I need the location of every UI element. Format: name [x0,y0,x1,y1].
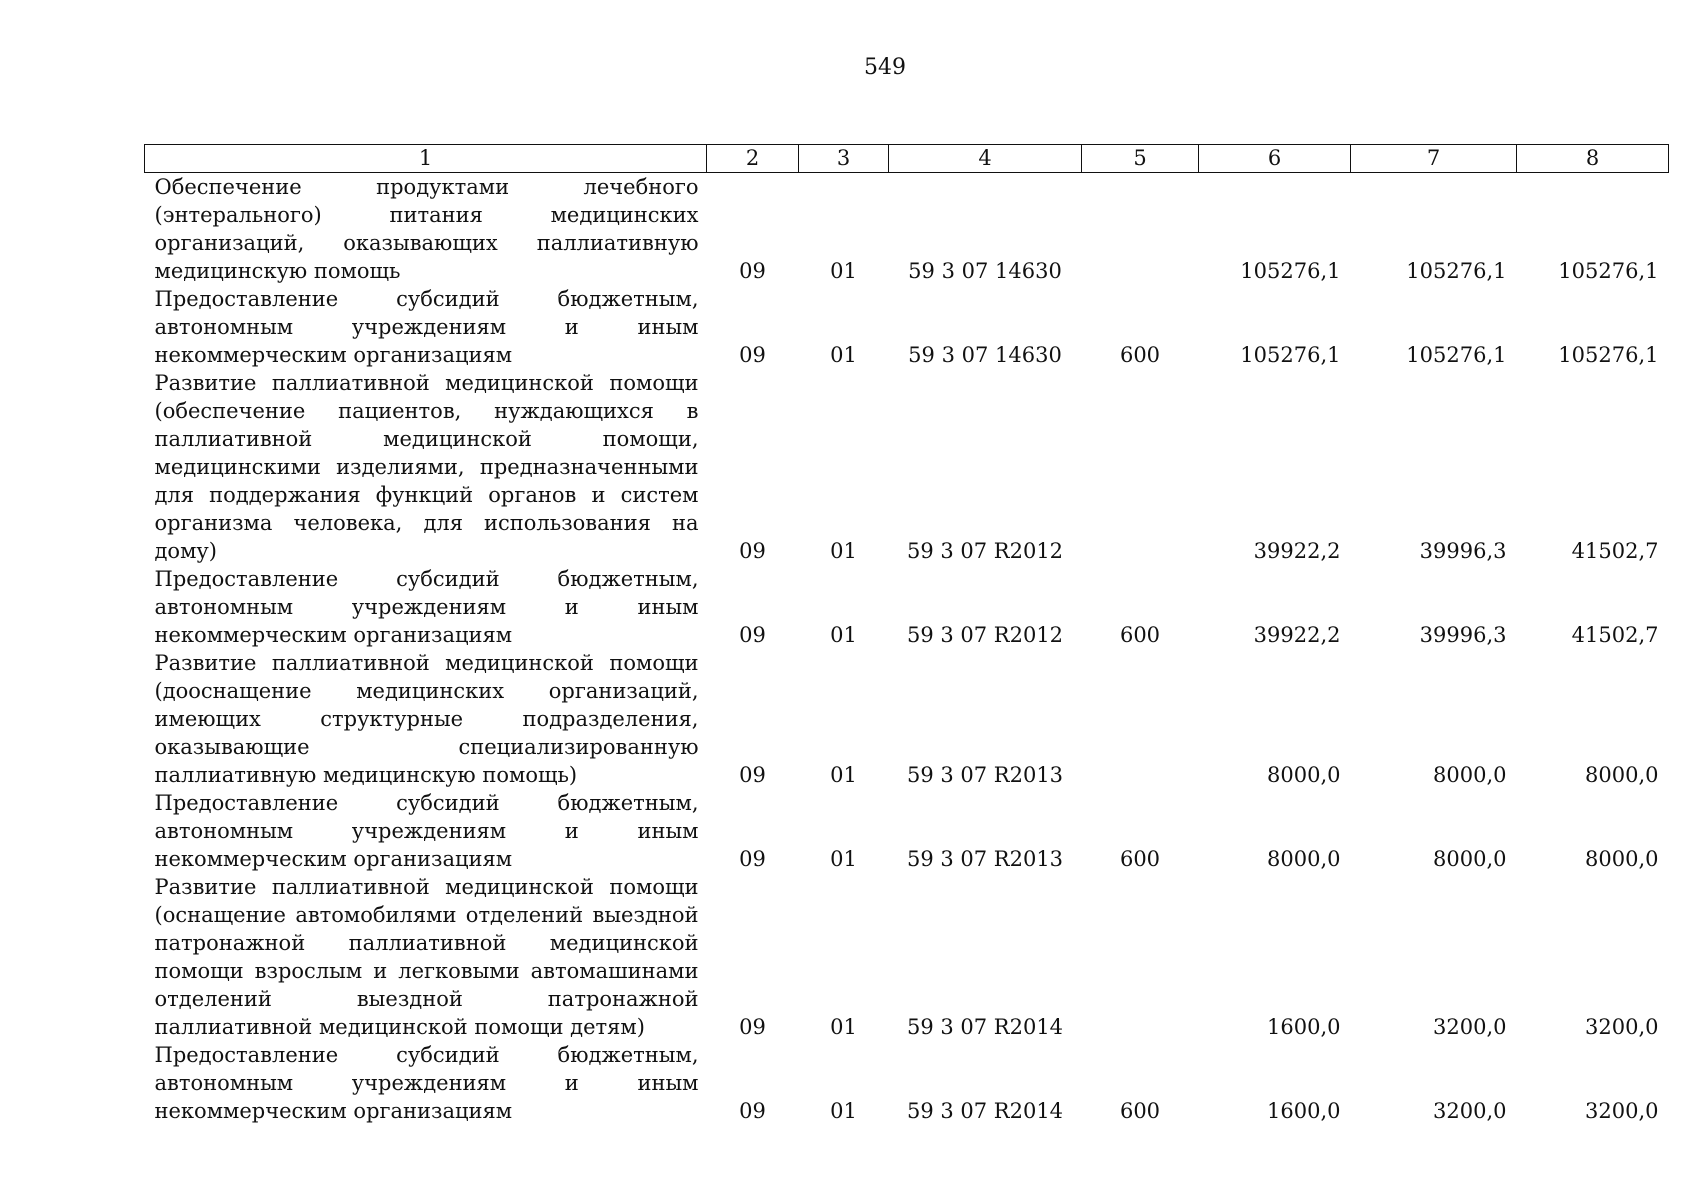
row-target-article: 59 3 07 14630 [908,259,1062,283]
row-section-code: 09 [739,763,766,787]
row-description: Обеспечение продуктами лечебного (энтерального) питания медицинских организаций, оказывающих паллиативную медицинскую помощь [154,175,699,283]
table-row [145,873,1669,1041]
row-amount-col7: 39996,3 [1419,539,1507,563]
row-description: Предоставление субсидий бюджетным, автономным учреждениям и иным некоммерческим организациям [154,567,699,647]
row-expense-type [1082,173,1199,286]
row-expense-type: 600 [1119,1099,1161,1123]
row-subsection-code: 01 [830,1015,857,1039]
header-cell-1: 1 [145,145,707,173]
row-description: Предоставление субсидий бюджетным, автономным учреждениям и иным некоммерческим организациям [154,287,699,367]
row-amount-col8: 41502,7 [1571,539,1659,563]
table-row [145,649,1669,789]
row-amount-col8: 8000,0 [1585,763,1659,787]
row-expense-type: 600 [1119,847,1161,871]
header-cell-5: 5 [1082,145,1199,173]
row-amount-col8: 8000,0 [1585,847,1659,871]
row-subsection-code: 01 [830,847,857,871]
row-section-code: 09 [739,539,766,563]
row-target-article: 59 3 07 R2013 [906,847,1064,871]
table-row [145,173,1669,286]
row-amount-col7: 8000,0 [1433,847,1507,871]
row-description: Развитие паллиативной медицинской помощи (дооснащение медицинских организаций, имеющих структурные подразделения, оказывающие специализированную паллиативную медицинскую помощь) [154,651,699,787]
row-amount-col8: 41502,7 [1571,623,1659,647]
row-amount-col6: 1600,0 [1267,1015,1341,1039]
row-target-article: 59 3 07 R2012 [906,539,1064,563]
row-section-code: 09 [739,343,766,367]
table-body [145,173,1669,1126]
table-header [145,145,1669,173]
table-row [145,285,1669,369]
row-subsection-code: 01 [830,1099,857,1123]
row-amount-col6: 105276,1 [1240,343,1341,367]
table-row [145,369,1669,565]
header-cell-8: 8 [1517,145,1669,173]
row-amount-col8: 3200,0 [1585,1015,1659,1039]
row-expense-type [1082,649,1199,789]
row-subsection-code: 01 [830,623,857,647]
row-target-article: 59 3 07 R2013 [906,763,1064,787]
row-expense-type [1082,369,1199,565]
table-row [145,565,1669,649]
row-amount-col6: 39922,2 [1253,623,1341,647]
row-amount-col8: 105276,1 [1558,259,1659,283]
header-cell-4: 4 [889,145,1082,173]
table-row [145,789,1669,873]
row-amount-col8: 3200,0 [1585,1099,1659,1123]
row-amount-col6: 105276,1 [1240,259,1341,283]
row-target-article: 59 3 07 R2012 [906,623,1064,647]
page-number: 549 [864,55,906,80]
header-row [145,145,1669,173]
row-description: Развитие паллиативной медицинской помощи (оснащение автомобилями отделений выездной патронажной паллиативной медицинской помощи взрослым и легковыми автомашинами отделений выездной патронажной паллиативной медицинской помощи детям) [154,875,699,1039]
row-expense-type: 600 [1119,623,1161,647]
table-row [145,1041,1669,1125]
header-cell-2: 2 [707,145,799,173]
row-description: Предоставление субсидий бюджетным, автономным учреждениям и иным некоммерческим организациям [154,1043,699,1123]
row-subsection-code: 01 [830,343,857,367]
row-target-article: 59 3 07 14630 [908,343,1062,367]
row-subsection-code: 01 [830,539,857,563]
header-cell-6: 6 [1199,145,1351,173]
budget-table [144,144,1669,1125]
row-amount-col6: 39922,2 [1253,539,1341,563]
row-section-code: 09 [739,259,766,283]
row-section-code: 09 [739,847,766,871]
row-section-code: 09 [739,1015,766,1039]
row-amount-col8: 105276,1 [1558,343,1659,367]
row-description: Развитие паллиативной медицинской помощи (обеспечение пациентов, нуждающихся в паллиативной медицинской помощи, медицинскими изделиями, предназначенными для поддержания функций органов и систем организма человека, для использования на дому) [154,371,699,563]
header-cell-3: 3 [799,145,889,173]
row-amount-col7: 39996,3 [1419,623,1507,647]
row-amount-col7: 3200,0 [1433,1015,1507,1039]
row-description: Предоставление субсидий бюджетным, автономным учреждениям и иным некоммерческим организациям [154,791,699,871]
row-amount-col6: 8000,0 [1267,847,1341,871]
row-target-article: 59 3 07 R2014 [906,1099,1064,1123]
row-amount-col7: 105276,1 [1406,343,1507,367]
row-subsection-code: 01 [830,763,857,787]
row-target-article: 59 3 07 R2014 [906,1015,1064,1039]
row-section-code: 09 [739,1099,766,1123]
row-amount-col6: 1600,0 [1267,1099,1341,1123]
row-expense-type [1082,873,1199,1041]
row-section-code: 09 [739,623,766,647]
row-amount-col7: 105276,1 [1406,259,1507,283]
row-amount-col6: 8000,0 [1267,763,1341,787]
header-cell-7: 7 [1351,145,1517,173]
row-amount-col7: 8000,0 [1433,763,1507,787]
row-expense-type: 600 [1119,343,1161,367]
row-amount-col7: 3200,0 [1433,1099,1507,1123]
row-subsection-code: 01 [830,259,857,283]
